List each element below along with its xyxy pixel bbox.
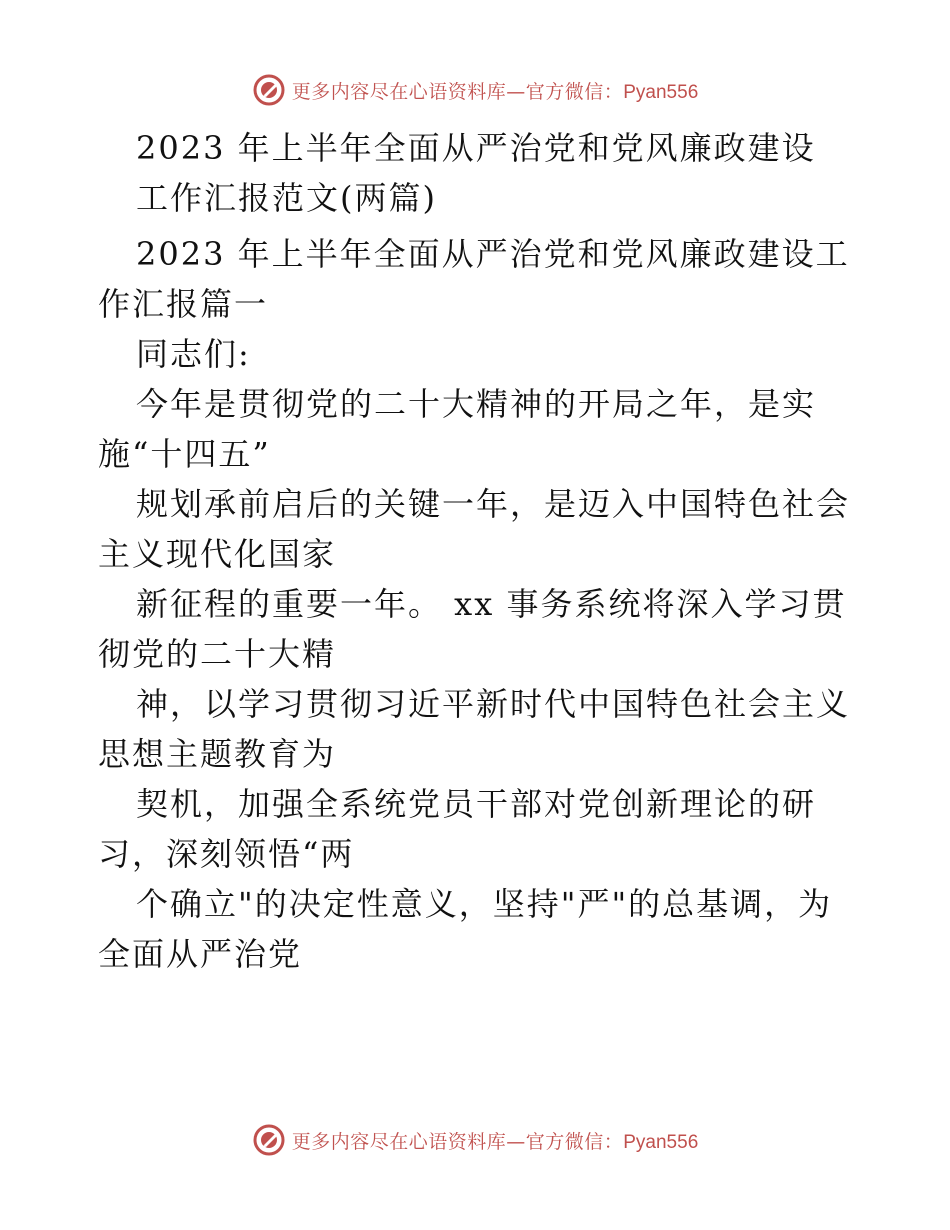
document-title-line-2: 工作汇报范文(两篇) <box>136 179 437 217</box>
header-watermark <box>0 70 950 110</box>
body-line: 2023 年上半年全面从严治党和党风廉政建设工 <box>136 235 850 273</box>
body-line: 个确立"的决定性意义，坚持"严"的总基调，为 <box>136 885 833 923</box>
body-line: 作汇报篇一 <box>98 285 269 323</box>
body-line: 新征程的重要一年。 xx 事务系统将深入学习贯 <box>136 585 847 623</box>
watermark-group <box>252 73 699 107</box>
document-title-line-1: 2023 年上半年全面从严治党和党风廉政建设 <box>136 129 816 167</box>
body-line: 习，深刻领悟“两 <box>98 835 355 873</box>
body-line: 彻党的二十大精 <box>98 635 337 673</box>
body-line: 施“十四五” <box>98 435 271 473</box>
pen-logo-icon <box>252 1123 286 1157</box>
watermark-text: 更多内容尽在心语资料库—官方微信：Pyan556 <box>291 80 699 103</box>
body-line: 思想主题教育为 <box>98 735 337 773</box>
body-line: 契机，加强全系统党员干部对党创新理论的研 <box>136 785 817 823</box>
footer-watermark <box>0 1120 950 1160</box>
body-line: 主义现代化国家 <box>98 535 337 573</box>
watermark-text: 更多内容尽在心语资料库—官方微信：Pyan556 <box>291 1130 699 1153</box>
body-paragraphs <box>98 229 858 979</box>
pen-logo-icon <box>252 73 286 107</box>
body-line: 今年是贯彻党的二十大精神的开局之年，是实 <box>136 385 817 423</box>
watermark-group <box>252 1123 699 1157</box>
body-line: 同志们: <box>136 335 251 373</box>
body-line: 规划承前启后的关键一年，是迈入中国特色社会 <box>136 485 851 523</box>
body-line: 神，以学习贯彻习近平新时代中国特色社会主义 <box>136 685 851 723</box>
document-body <box>98 123 858 979</box>
body-line: 全面从严治党 <box>98 935 303 973</box>
